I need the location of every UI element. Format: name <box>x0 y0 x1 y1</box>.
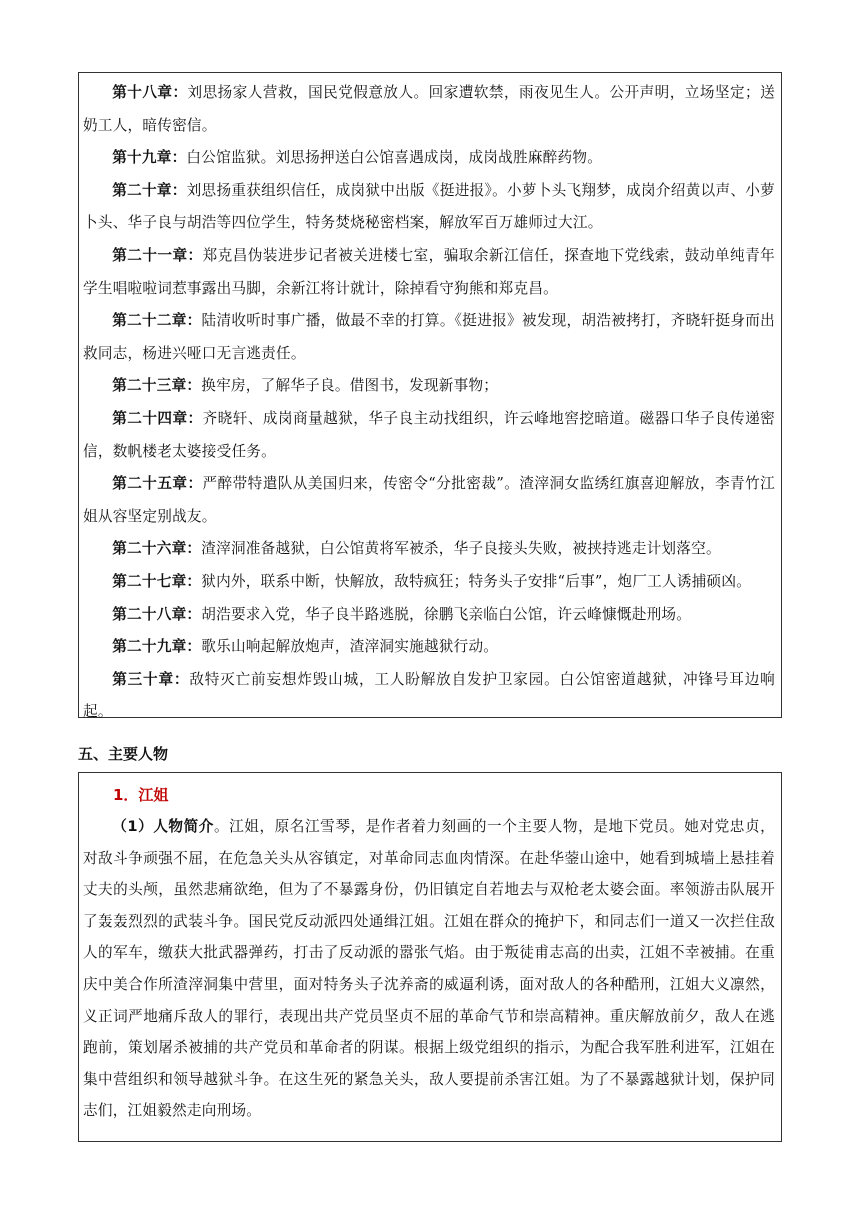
chapter-text: 郑克昌伪装进步记者被关进楼七室，骗取余新江信任，探查地下党线索，鼓动单纯青年学生唱啦啦词惹事露出马脚，余新江将计就计，除掉看守狗熊和郑克昌。 <box>83 246 775 297</box>
chapter-text: 刘思扬家人营救，国民党假意放人。回家遭软禁，雨夜见生人。公开声明，立场坚定；送奶工人，暗传密信。 <box>83 84 775 134</box>
character-intro <box>83 811 775 1127</box>
chapter-item <box>83 468 775 533</box>
chapter-item <box>83 142 775 175</box>
chapter-text: 敌特灭亡前妄想炸毁山城，工人盼解放自发护卫家园。白公馆密道越狱，冲锋号耳边响起。 <box>83 670 775 721</box>
chapter-item <box>83 533 775 566</box>
chapter-label: 第二十七章： <box>112 572 202 590</box>
chapter-label: 第二十三章： <box>112 377 202 395</box>
chapter-label: 第三十章： <box>112 670 190 688</box>
chapter-text: 胡浩要求入党，华子良半路逃脱，徐鹏飞亲临白公馆，许云峰慷慨赴刑场。 <box>201 605 692 623</box>
chapter-item <box>83 403 775 468</box>
chapter-label: 第十九章： <box>112 149 187 167</box>
chapter-text: 渣滓洞准备越狱，白公馆黄将军被杀，华子良接头失败，被挟持逃走计划落空。 <box>201 540 721 558</box>
chapter-summary-box <box>78 72 782 721</box>
chapter-text: 陆清收听时事广播，做最不幸的打算。《挺进报》被发现，胡浩被拷打，齐晓轩挺身而出救同志，杨进兴哑口无言逃责任。 <box>83 312 775 362</box>
chapter-item <box>83 175 775 240</box>
chapter-text: 歌乐山响起解放炮声，渣滓洞实施越狱行动。 <box>201 638 499 656</box>
chapter-label: 第二十五章： <box>112 475 203 493</box>
chapter-item <box>83 599 775 632</box>
chapter-item <box>83 631 775 664</box>
chapter-item <box>83 240 775 305</box>
chapter-item <box>83 664 775 729</box>
character-title: 1．江姐 <box>113 786 169 804</box>
chapter-text: 白公馆监狱。刘思扬押送白公馆喜遇成岗，成岗战胜麻醉药物。 <box>186 149 603 167</box>
chapter-label: 第二十四章： <box>112 409 203 427</box>
chapter-label: 第二十八章： <box>112 605 202 623</box>
chapter-item <box>83 77 775 142</box>
character-box <box>78 772 782 1142</box>
chapter-label: 第十八章： <box>112 84 188 101</box>
chapter-item <box>83 566 775 599</box>
chapter-label: 第二十九章： <box>112 638 202 656</box>
chapter-text: 刘思扬重获组织信任，成岗狱中出版《挺进报》。小萝卜头飞翔梦，成岗介绍黄以声、小萝卜头、华子良与胡浩等四位学生，特务焚烧秘密档案，解放军百万雄师过大江。 <box>83 181 775 232</box>
chapter-item <box>83 305 775 370</box>
chapter-text: 换牢房，了解华子良。借图书，发现新事物； <box>201 377 499 395</box>
chapter-label: 第二十二章： <box>112 312 202 330</box>
chapter-text: 狱内外，联系中断，快解放，敌特疯狂；特务头子安排“后事”，炮厂工人诱捕硕凶。 <box>201 572 752 590</box>
chapter-label: 第二十章： <box>112 181 187 199</box>
chapter-text: 严醉带特遣队从美国归来，传密令“分批密裁”。渣滓洞女监绣红旗喜迎解放，李青竹江姐从容坚定别战友。 <box>83 475 775 525</box>
section-heading: 五、主要人物 <box>78 745 169 763</box>
intro-text: 。江姐，原名江雪琴，是作者着力刻画的一个主要人物，是地下党员。她对党忠贞，对敌斗争顽强不屈，在危急关头从容镇定，对革命同志血肉情深。在赴华蓥山途中，她看到城墙上悬挂着丈夫的头颅，虽然悲痛欲绝，但为了不暴露身份，仍旧镇定自若地去与双枪老太婆会面。率领游击队展开了轰轰烈烈的武装斗争。国民党反动派四处通缉江姐。江姐在群众的掩护下，和同志们一道又一次拦住敌人的军车，缴获大批武器弹药，打击了反动派的嚣张气焰。由于叛徒甫志高的出卖，江姐不幸被捕。在重庆中美合作所渣滓洞集中营里，面对特务头子沈养斋的威逼利诱，面对敌人的各种酷刑，江姐大义凛然，义正词严地痛斥敌人的罪行，表现出共产党员坚贞不屈的革命气节和崇高精神。重庆解放前夕，敌人在逃跑前，策划屠杀被捕的共产党员和革命者的阴谋。根据上级党组织的指示，为配合我军胜利进军，江姐在集中营组织和领导越狱斗争。在这生死的紧急关头，敌人要提前杀害江姐。为了不暴露越狱计划，保护同志们，江姐毅然走向刑场。 <box>83 818 775 1120</box>
chapter-text: 齐晓轩、成岗商量越狱，华子良主动找组织，许云峰地窖挖暗道。磁器口华子良传递密信，数帆楼老太婆接受任务。 <box>83 409 775 460</box>
intro-label: （1）人物简介 <box>112 818 214 835</box>
chapter-label: 第二十六章： <box>112 540 202 558</box>
chapter-item <box>83 370 775 403</box>
chapter-label: 第二十一章： <box>112 246 203 264</box>
